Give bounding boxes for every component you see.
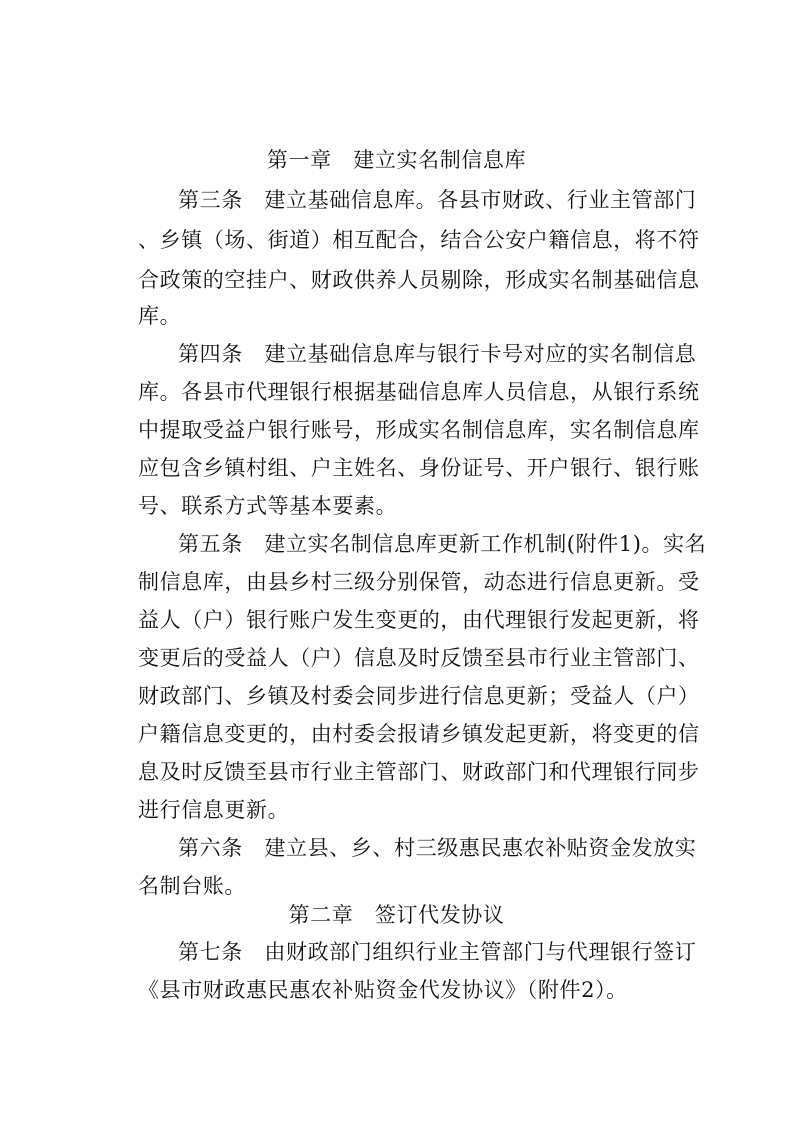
article-5-line-6: 户籍信息变更的，由村委会报请乡镇发起更新，将变更的信	[138, 722, 700, 746]
article-3-line-2: 、乡镇（场、街道）相互配合，结合公安户籍信息，将不符	[138, 228, 700, 252]
article-5-line-1: 第五条 建立实名制信息库更新工作机制(附件1)。实名	[178, 532, 707, 556]
article-6-line-1: 第六条 建立县、乡、村三级惠民惠农补贴资金发放实	[178, 836, 697, 860]
article-5-line-8: 进行信息更新。	[138, 798, 290, 822]
article-3-line-3: 合政策的空挂户、财政供养人员剔除，形成实名制基础信息	[138, 268, 700, 292]
article-5-line-7: 息及时反馈至县市行业主管部门、财政部门和代理银行同步	[138, 760, 700, 784]
article-4-line-3: 中提取受益户银行账号，形成实名制信息库，实名制信息库	[138, 418, 700, 442]
article-3-line-4: 库。	[138, 304, 182, 328]
article-5-line-2: 制信息库，由县乡村三级分别保管，动态进行信息更新。受	[138, 570, 700, 594]
article-5-line-5: 财政部门、乡镇及村委会同步进行信息更新；受益人（户）	[138, 684, 700, 708]
chapter-2-heading: 第二章 签订代发协议	[288, 903, 505, 927]
article-5-line-3: 益人（户）银行账户发生变更的，由代理银行发起更新，将	[138, 608, 700, 632]
article-4-line-4: 应包含乡镇村组、户主姓名、身份证号、开户银行、银行账	[138, 456, 700, 480]
article-7-line-2: 《县市财政惠民惠农补贴资金代发协议》（附件2）。	[138, 978, 628, 1002]
chapter-1-heading: 第一章 建立实名制信息库	[266, 148, 527, 172]
article-7-line-1: 第七条 由财政部门组织行业主管部门与代理银行签订	[178, 940, 697, 964]
article-4-line-2: 库。各县市代理银行根据基础信息库人员信息，从银行系统	[138, 380, 700, 404]
article-4-line-5: 号、联系方式等基本要素。	[138, 494, 398, 518]
article-3-line-1: 第三条 建立基础信息库。各县市财政、行业主管部门	[178, 188, 697, 212]
article-5-line-4: 变更后的受益人（户）信息及时反馈至县市行业主管部门、	[138, 646, 700, 670]
article-6-line-2: 名制台账。	[138, 874, 246, 898]
article-4-line-1: 第四条 建立基础信息库与银行卡号对应的实名制信息	[178, 342, 697, 366]
